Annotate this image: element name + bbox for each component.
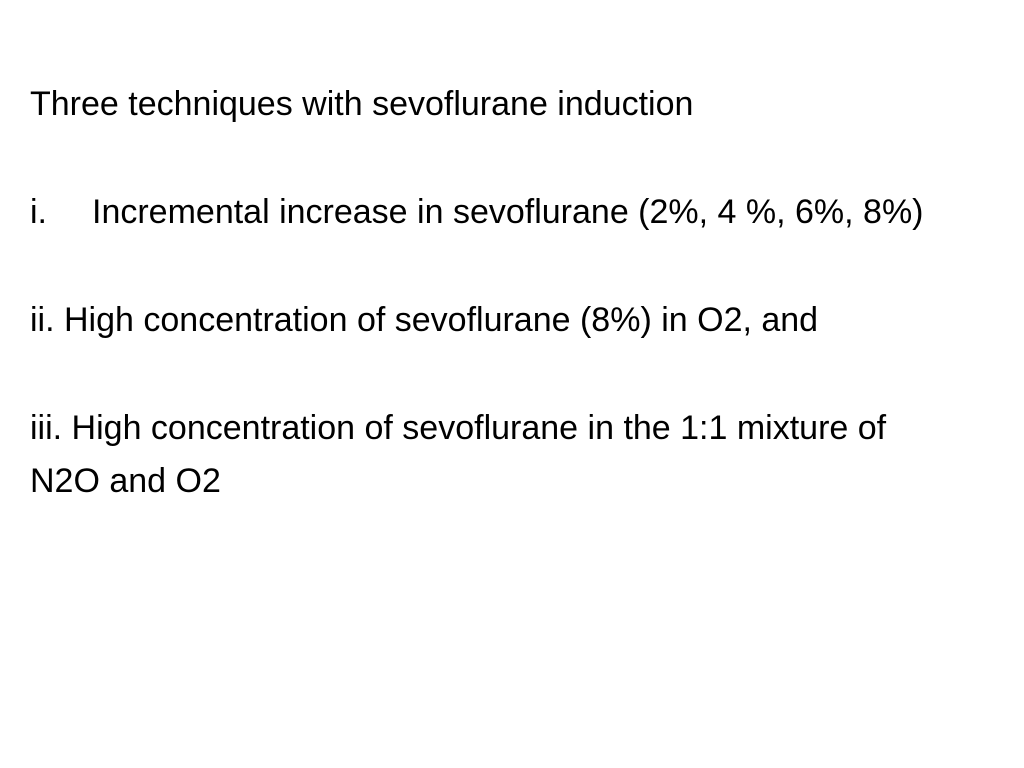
slide-heading: Three techniques with sevoflurane induction (30, 85, 694, 123)
list-item-1-marker: i. (30, 193, 47, 231)
spacer (30, 347, 960, 402)
list-item-1-text: Incremental increase in sevoflurane (2%, 4 %, 6%, 8%) (92, 193, 924, 231)
list-item-3-text: iii. High concentration of sevoflurane in the 1:1 mixture of N2O and O2 (30, 409, 887, 500)
list-item-1 (30, 186, 960, 239)
list-item-2-text: ii. High concentration of sevoflurane (8%) in O2, and (30, 301, 819, 339)
spacer (30, 131, 960, 186)
slide-body (30, 78, 960, 508)
spacer (30, 239, 960, 294)
